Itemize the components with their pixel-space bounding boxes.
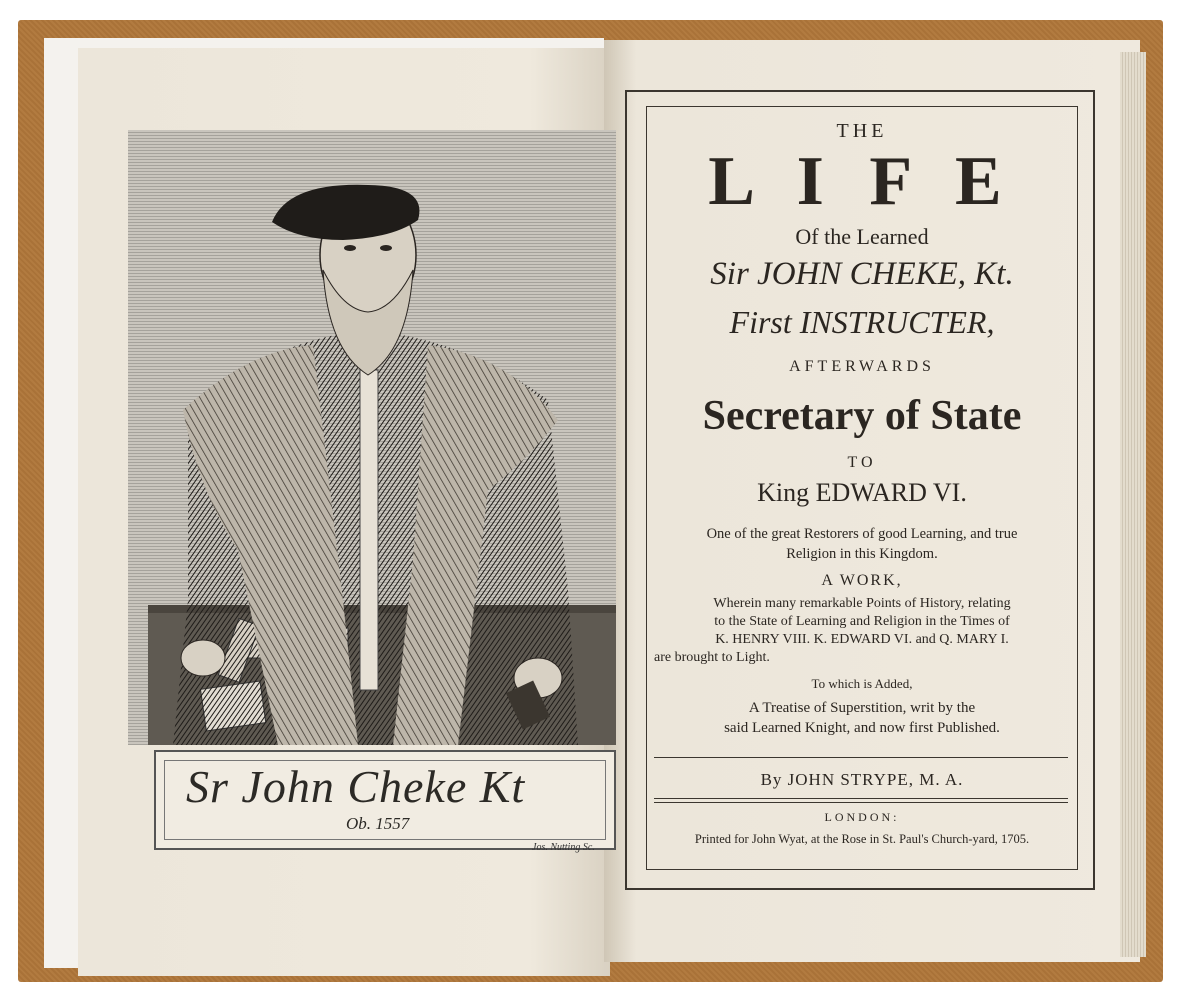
title-afterwards: AFTERWARDS — [789, 358, 935, 375]
caption-name: Sr John Cheke Kt — [186, 761, 526, 812]
title-king: King EDWARD VI. — [757, 478, 967, 507]
title-treatise-line-1: A Treatise of Superstition, writ by the — [748, 700, 976, 716]
title-wherein-line-4: are brought to Light. — [654, 650, 770, 665]
engraver-credit: Jos. Nutting Sc. — [532, 842, 595, 853]
title-treatise-line-2: said Learned Knight, and now first Published. — [724, 720, 1000, 736]
title-secretary: Secretary of State — [702, 393, 1022, 439]
title-london: LONDON: — [824, 810, 900, 824]
frontispiece-plate — [128, 130, 616, 855]
title-of-the-learned: Of the Learned — [795, 224, 929, 249]
title-added: To which is Added, — [811, 676, 913, 691]
portrait-caption — [154, 750, 616, 850]
rule-below-author-inner — [654, 802, 1068, 803]
title-wherein-line-1: Wherein many remarkable Points of History, relating — [713, 596, 1011, 611]
page-edges — [1120, 52, 1146, 957]
title-name: Sir JOHN CHEKE, Kt. — [710, 256, 1014, 292]
title-imprint: Printed for John Wyat, at the Rose in St. Paul's Church-yard, 1705. — [694, 832, 1030, 846]
rule-above-author — [654, 757, 1068, 758]
title-life: L I F E — [708, 143, 1016, 220]
title-page-text — [646, 106, 1078, 870]
title-to: TO — [847, 454, 877, 471]
rule-below-author — [654, 798, 1068, 799]
title-wherein-line-2: to the State of Learning and Religion in the Times of — [714, 614, 1010, 629]
title-first-instructer: First INSTRUCTER, — [729, 304, 995, 340]
title-author: By JOHN STRYPE, M. A. — [760, 770, 964, 789]
portrait-illustration — [128, 130, 616, 745]
title-restorer-line-2: Religion in this Kingdom. — [786, 546, 938, 562]
title-wherein-line-3: K. HENRY VIII. K. EDWARD VI. and Q. MARY I. — [715, 632, 1009, 647]
portrait-engraving — [128, 130, 616, 745]
caption-obit-date: Ob. 1557 — [346, 814, 410, 833]
title-restorer-line-1: One of the great Restorers of good Learning, and true — [706, 526, 1018, 542]
title-a-work: A WORK, — [821, 572, 903, 589]
title-the: THE — [836, 120, 888, 142]
